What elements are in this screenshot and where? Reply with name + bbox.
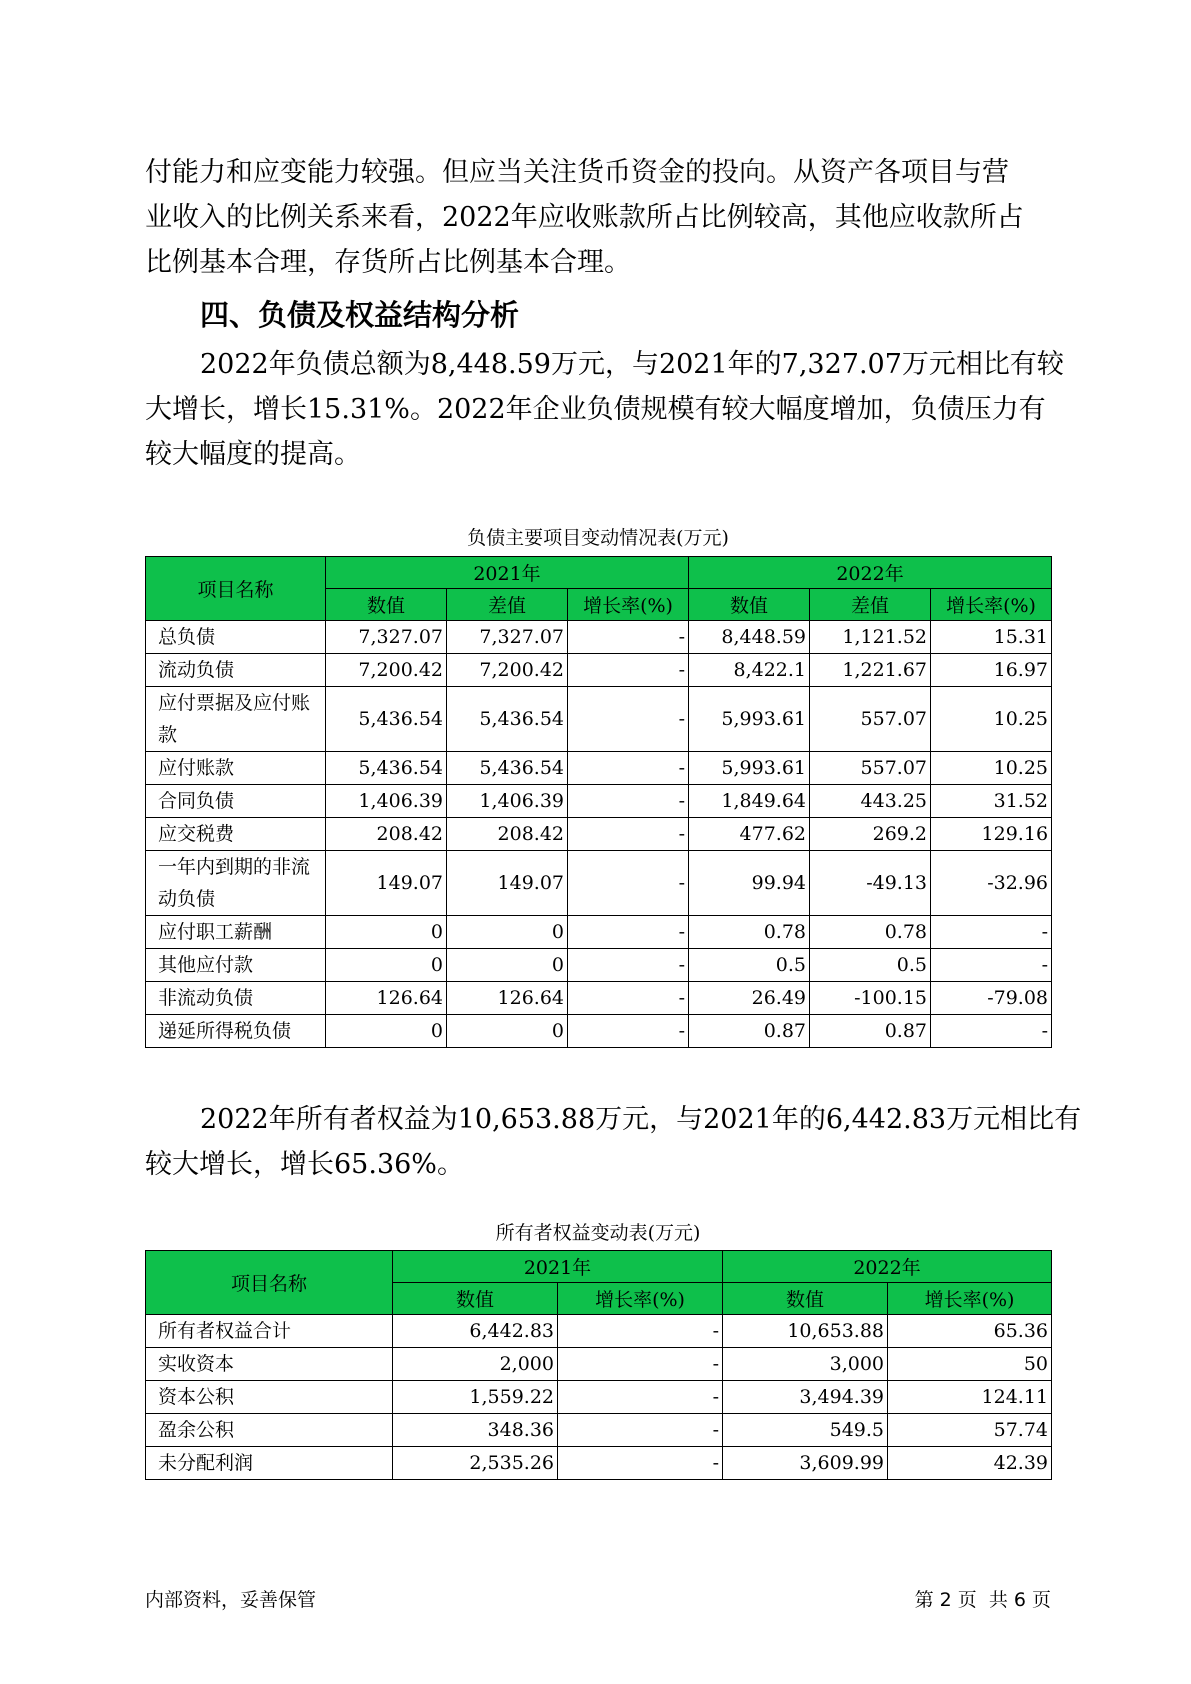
table-row: [146, 1381, 1052, 1414]
cell-r2: 57.74: [888, 1414, 1052, 1447]
cell-name: 流动负债: [146, 654, 326, 687]
table-row: [146, 851, 1052, 916]
cell-r1: -: [568, 687, 689, 752]
table1-header-value-2022: 数值: [689, 589, 810, 621]
cell-v1: 149.07: [326, 851, 447, 916]
cell-d1: 149.07: [447, 851, 568, 916]
cell-d2: -100.15: [810, 982, 931, 1015]
cell-r1: -: [558, 1447, 723, 1480]
table2-header-year-2021: 2021年: [393, 1251, 723, 1283]
cell-name: 应交税费: [146, 818, 326, 851]
table-row: [146, 1315, 1052, 1348]
cell-d1: 5,436.54: [447, 752, 568, 785]
table1-header-value-2021: 数值: [326, 589, 447, 621]
cell-d1: 0: [447, 1015, 568, 1048]
cell-v1: 6,442.83: [393, 1315, 558, 1348]
table1-header-year-2022: 2022年: [689, 557, 1052, 589]
cell-r2: 50: [888, 1348, 1052, 1381]
cell-r1: -: [568, 654, 689, 687]
cell-name: 未分配利润: [146, 1447, 393, 1480]
cell-d2: 1,121.52: [810, 621, 931, 654]
cell-name: 应付职工薪酬: [146, 916, 326, 949]
cell-name: 实收资本: [146, 1348, 393, 1381]
table2-header-year-2022: 2022年: [723, 1251, 1052, 1283]
cell-v1: 5,436.54: [326, 687, 447, 752]
table-row: [146, 1348, 1052, 1381]
cell-r2: 10.25: [931, 687, 1052, 752]
equity-paragraph: [145, 1097, 1082, 1187]
cell-name: 应付账款: [146, 752, 326, 785]
cell-r2: -: [931, 949, 1052, 982]
cell-name: 合同负债: [146, 785, 326, 818]
cell-v2: 99.94: [689, 851, 810, 916]
table-row: [146, 621, 1052, 654]
table-row: [146, 1447, 1052, 1480]
cell-v2: 8,422.1: [689, 654, 810, 687]
cell-r1: -: [558, 1381, 723, 1414]
cell-r1: -: [558, 1315, 723, 1348]
cell-v1: 1,559.22: [393, 1381, 558, 1414]
table2-body: [146, 1315, 1052, 1480]
cell-d2: 443.25: [810, 785, 931, 818]
cell-d1: 7,200.42: [447, 654, 568, 687]
cell-d1: 208.42: [447, 818, 568, 851]
cell-v1: 2,535.26: [393, 1447, 558, 1480]
cell-r1: -: [568, 785, 689, 818]
cell-v1: 7,200.42: [326, 654, 447, 687]
cell-r2: 10.25: [931, 752, 1052, 785]
table2-header-value-2022: 数值: [723, 1283, 888, 1315]
cell-r1: -: [568, 851, 689, 916]
cell-r2: 42.39: [888, 1447, 1052, 1480]
cell-r1: -: [558, 1348, 723, 1381]
cell-v1: 126.64: [326, 982, 447, 1015]
cell-v2: 10,653.88: [723, 1315, 888, 1348]
liabilities-line-1: 2022年负债总额为8,448.59万元，与2021年的7,327.07万元相比有较: [200, 349, 1064, 380]
cell-r2: -79.08: [931, 982, 1052, 1015]
cell-v1: 5,436.54: [326, 752, 447, 785]
cell-r2: 16.97: [931, 654, 1052, 687]
table-row: [146, 982, 1052, 1015]
cell-d1: 0: [447, 916, 568, 949]
cell-name: 应付票据及应付账款: [146, 687, 326, 752]
table2-header-rate-2022: 增长率(%): [888, 1283, 1052, 1315]
cell-v1: 0: [326, 916, 447, 949]
table-row: [146, 818, 1052, 851]
cell-r1: -: [568, 916, 689, 949]
cell-v1: 2,000: [393, 1348, 558, 1381]
cell-v2: 0.5: [689, 949, 810, 982]
cell-r1: -: [558, 1414, 723, 1447]
cell-name: 一年内到期的非流动负债: [146, 851, 326, 916]
cell-r1: -: [568, 982, 689, 1015]
table1-caption: 负债主要项目变动情况表(万元): [467, 527, 729, 549]
table-row: [146, 752, 1052, 785]
cell-v2: 8,448.59: [689, 621, 810, 654]
cell-v2: 477.62: [689, 818, 810, 851]
cell-v2: 3,609.99: [723, 1447, 888, 1480]
cell-r2: 15.31: [931, 621, 1052, 654]
cell-name: 非流动负债: [146, 982, 326, 1015]
table-row: [146, 687, 1052, 752]
cell-name: 总负债: [146, 621, 326, 654]
table2-header-value-2021: 数值: [393, 1283, 558, 1315]
cell-v2: 1,849.64: [689, 785, 810, 818]
table-row: [146, 654, 1052, 687]
cell-v2: 5,993.61: [689, 752, 810, 785]
intro-line-3: 比例基本合理，存货所占比例基本合理。: [145, 247, 631, 278]
cell-name: 盈余公积: [146, 1414, 393, 1447]
cell-d1: 1,406.39: [447, 785, 568, 818]
cell-name: 所有者权益合计: [146, 1315, 393, 1348]
table-row: [146, 949, 1052, 982]
table-row: [146, 1015, 1052, 1048]
table1-body: [146, 621, 1052, 1048]
cell-d2: 0.5: [810, 949, 931, 982]
cell-d1: 126.64: [447, 982, 568, 1015]
cell-v1: 1,406.39: [326, 785, 447, 818]
cell-r2: 31.52: [931, 785, 1052, 818]
table2-header-rate-2021: 增长率(%): [558, 1283, 723, 1315]
cell-r2: -: [931, 1015, 1052, 1048]
intro-line-1: 付能力和应变能力较强。但应当关注货币资金的投向。从资产各项目与营: [145, 157, 1009, 188]
cell-d1: 0: [447, 949, 568, 982]
cell-r1: -: [568, 621, 689, 654]
cell-name: 递延所得税负债: [146, 1015, 326, 1048]
cell-r2: 124.11: [888, 1381, 1052, 1414]
cell-d1: 7,327.07: [447, 621, 568, 654]
table2-header-item-name: 项目名称: [146, 1251, 393, 1315]
cell-d2: 557.07: [810, 687, 931, 752]
equity-line-2: 较大增长，增长65.36%。: [145, 1149, 464, 1180]
cell-d2: 1,221.67: [810, 654, 931, 687]
cell-v2: 26.49: [689, 982, 810, 1015]
table-row: [146, 916, 1052, 949]
cell-v1: 348.36: [393, 1414, 558, 1447]
cell-d2: 269.2: [810, 818, 931, 851]
cell-name: 资本公积: [146, 1381, 393, 1414]
cell-r1: -: [568, 752, 689, 785]
cell-v2: 3,494.39: [723, 1381, 888, 1414]
cell-d1: 5,436.54: [447, 687, 568, 752]
cell-v2: 3,000: [723, 1348, 888, 1381]
cell-v1: 0: [326, 949, 447, 982]
cell-v2: 549.5: [723, 1414, 888, 1447]
table1-header-item-name: 项目名称: [146, 557, 326, 621]
liabilities-line-2: 大增长，增长15.31%。2022年企业负债规模有较大幅度增加，负债压力有: [145, 394, 1046, 425]
table-row: [146, 785, 1052, 818]
cell-d2: -49.13: [810, 851, 931, 916]
table2-caption: 所有者权益变动表(万元): [495, 1222, 701, 1244]
liabilities-line-3: 较大幅度的提高。: [145, 439, 361, 470]
cell-r1: -: [568, 1015, 689, 1048]
intro-paragraph: [145, 150, 1051, 285]
cell-name: 其他应付款: [146, 949, 326, 982]
cell-v1: 0: [326, 1015, 447, 1048]
cell-r2: 129.16: [931, 818, 1052, 851]
table1-header-rate-2021: 增长率(%): [568, 589, 689, 621]
cell-r2: -: [931, 916, 1052, 949]
footer-confidential-note: 内部资料，妥善保管: [145, 1589, 317, 1611]
cell-r2: 65.36: [888, 1315, 1052, 1348]
cell-v1: 7,327.07: [326, 621, 447, 654]
section-heading: 四、负债及权益结构分析: [200, 298, 520, 332]
liabilities-table: [145, 556, 1052, 1048]
cell-d2: 0.87: [810, 1015, 931, 1048]
table1-header-rate-2022: 增长率(%): [931, 589, 1052, 621]
cell-v2: 0.87: [689, 1015, 810, 1048]
equity-table: [145, 1250, 1052, 1480]
footer-page-number: 第 2 页 共 6 页: [914, 1589, 1051, 1611]
cell-d2: 0.78: [810, 916, 931, 949]
liabilities-paragraph: [145, 342, 1064, 477]
intro-line-2: 业收入的比例关系来看，2022年应收账款所占比例较高，其他应收款所占: [145, 202, 1024, 233]
cell-r1: -: [568, 949, 689, 982]
cell-v1: 208.42: [326, 818, 447, 851]
cell-d2: 557.07: [810, 752, 931, 785]
equity-line-1: 2022年所有者权益为10,653.88万元，与2021年的6,442.83万元相比有: [200, 1104, 1082, 1135]
cell-v2: 5,993.61: [689, 687, 810, 752]
table1-header-year-2021: 2021年: [326, 557, 689, 589]
cell-v2: 0.78: [689, 916, 810, 949]
table1-header-diff-2021: 差值: [447, 589, 568, 621]
table-row: [146, 1414, 1052, 1447]
table1-header-diff-2022: 差值: [810, 589, 931, 621]
cell-r2: -32.96: [931, 851, 1052, 916]
cell-r1: -: [568, 818, 689, 851]
